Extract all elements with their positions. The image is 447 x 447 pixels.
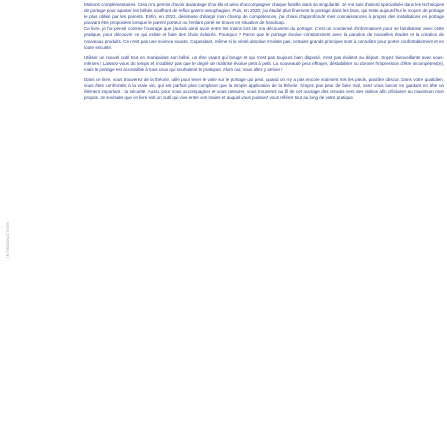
paragraph-4: Dans ce livre, vous trouverez de la théorie, utile pour lever le voile sur le portage qui peut, quand on n'y a pas encore vraiment mis les pieds, paraître obscur. Dans votre quotidien, vous êtes confrontés à la vraie vie, qui est parfois plus complexe que la simple application de la théorie. N'ayez pas peur de faire mal, osez vous lancer en gardant en tête un élément important : la sécurité. Aussi, pour vous accompagner et vous rassurer, vous trouverez au fil de cet ouvrage des renvois vers des vidéos afin d'éclairer au maximum mon propos. Je souhaite que ce livre soit un outil qui vive entre vos mains et auquel vous puissiez vous référer tout au long de votre pratique. (84, 77, 444, 101)
section-side-label: INTRODUCTION (5, 221, 10, 258)
paragraph-2: Ce livre, je l'ai pensé comme l'ouvrage que j'aurais aimé avoir entre les mains lors de ma découverte du portage. C'est un condensé d'informations pour se familiariser avec cette pratique, pour découvrir ce qui existe et faire des choix éclairés. Pourquoi ? Parce que le portage évolue constamment avec la parution de nouvelles études et la création de nouveaux produits. Ce n'est pas une science exacte. Cependant, même si la vérité absolue n'existe pas, certains grands principes sont à connaître pour porter confortablement et en toute sécurité. (84, 26, 444, 50)
document-page (84, 2, 444, 445)
paragraph-3: Utiliser un nouvel outil tout en manipulant son bébé, un être vivant qui bouge et qui n'est pas toujours bien disposé, n'est pas évident au départ. Soyez bienveillants avec vous-mêmes ! Laissez-vous du temps et n'oubliez pas que le degré de maîtrise évolue petit à petit. La nouveauté peut effrayer, déstabiliser ou donner l'impression d'être incompétent(e), mais le portage est accessible à tous ceux qui souhaitent le pratiquer. Alors oui, vous allez y arriver ! (84, 54, 444, 72)
paragraph-1: Motions complémentaires. Cela m'a permis d'avoir davantage d'ou-tils et ainsi d'accompagner chaque famille dans sa singularité. Je me suis d'abord spécialisée dans les techniques de portage pour apaiser les bébés souffrant de reflux gastro-œsophagien. Puis, en 2020, j'ai étudié plus finement le portage dans les bras, qui reste aujourd'hui le moyen de portage le plus utilisé par les parents. Enfin, en 2022, désireuse d'élargir mon champ de compétences, j'ai choisi d'approfondir mes connaissances à propos des installations en portage pouvant être proposées lorsque le parent porteur ou l'enfant porté se trouve en situation de handicap. (84, 2, 444, 26)
